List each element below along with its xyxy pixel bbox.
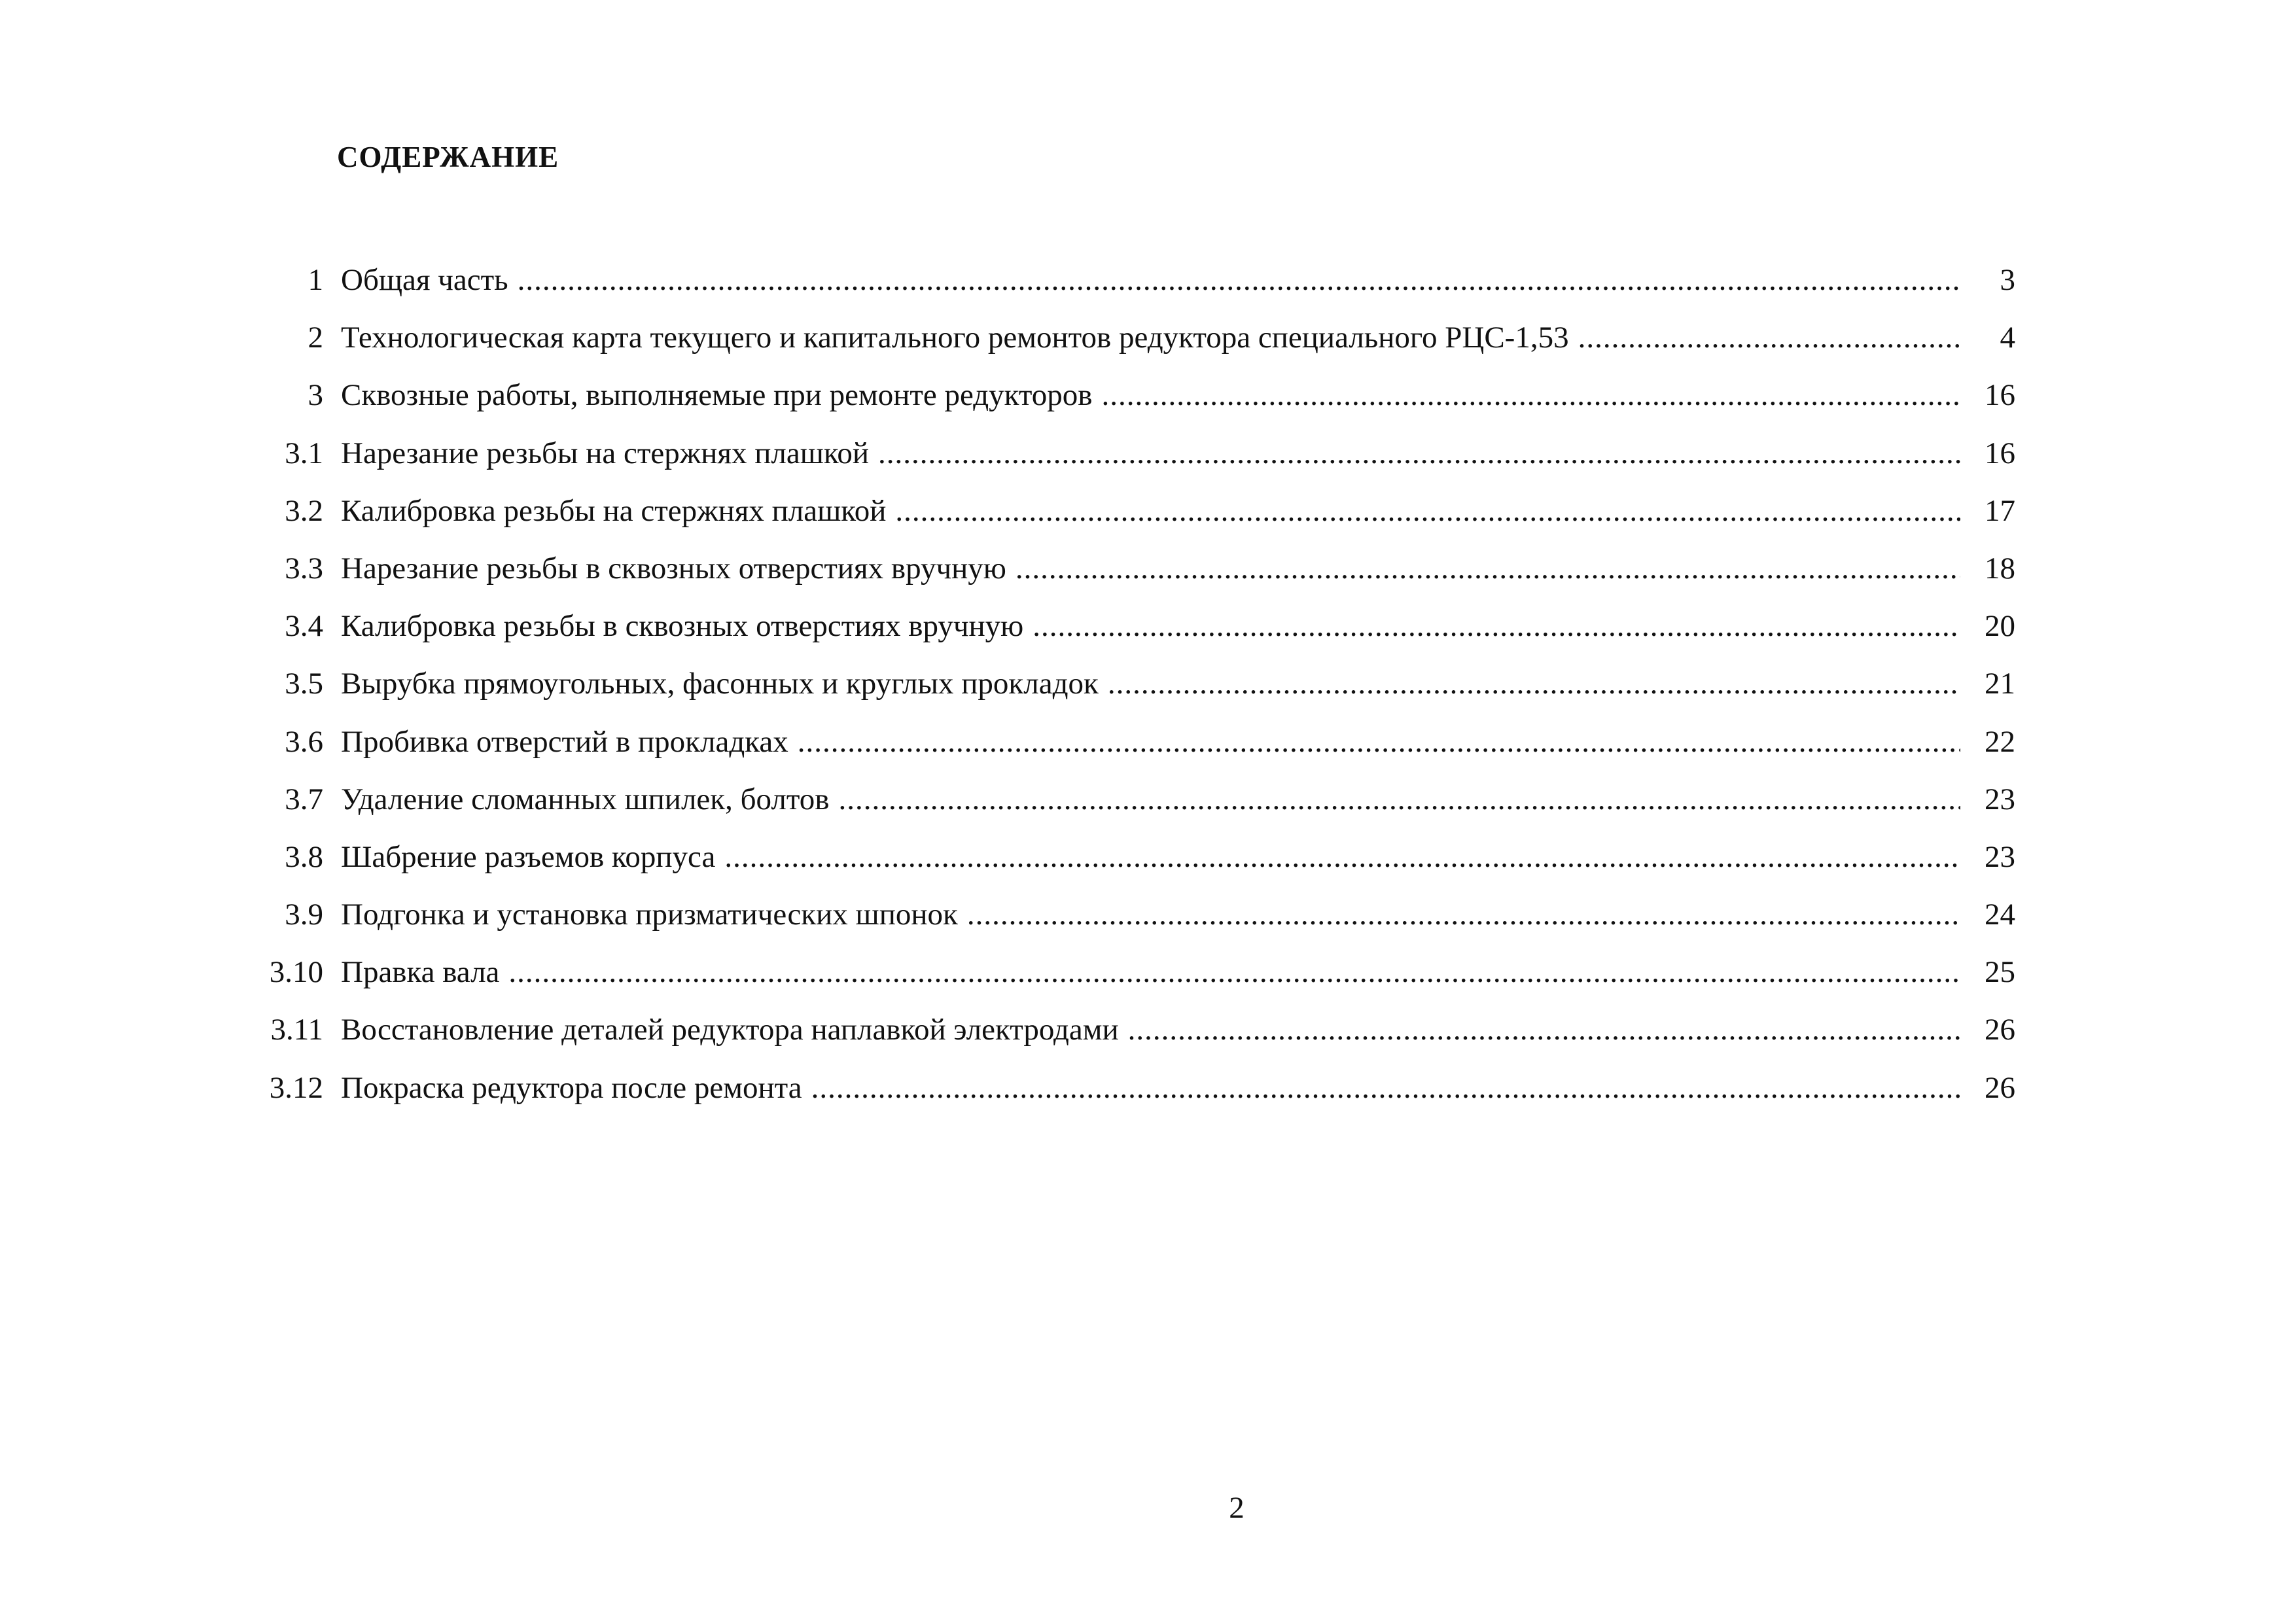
toc-entry-page: 3 bbox=[2000, 263, 2015, 297]
toc-entry-page: 17 bbox=[1985, 493, 2015, 528]
toc-dot-leader bbox=[1033, 606, 1960, 646]
toc-dot-leader bbox=[798, 722, 1960, 761]
toc-dot-leader bbox=[508, 952, 1960, 992]
toc-entry bbox=[249, 837, 2015, 895]
toc-entry-page: 22 bbox=[1985, 724, 2015, 759]
toc-entry-title: Удаление сломанных шпилек, болтов bbox=[341, 782, 830, 816]
toc-entry-title: Сквозные работы, выполняемые при ремонте редукторов bbox=[341, 378, 1093, 413]
toc-entry-title: Пробивка отверстий в прокладках bbox=[341, 724, 788, 759]
toc-entry bbox=[249, 606, 2015, 664]
toc-entry-page: 16 bbox=[1985, 436, 2015, 470]
toc-entry-number: 3.11 bbox=[270, 1013, 323, 1047]
toc-entry-page: 24 bbox=[1985, 898, 2015, 932]
toc-entry bbox=[249, 318, 2015, 375]
toc-entry-number: 3.4 bbox=[285, 609, 323, 644]
toc-dot-leader bbox=[1016, 549, 1960, 588]
toc-dot-leader bbox=[1578, 318, 1960, 357]
toc-entry-page: 4 bbox=[2000, 321, 2015, 355]
toc-entry-title: Технологическая карта текущего и капитального ремонтов редуктора специального РЦС-1,53 bbox=[341, 321, 1569, 355]
toc-entry-page: 23 bbox=[1985, 839, 2015, 874]
toc-entry-page: 21 bbox=[1985, 667, 2015, 701]
toc-dot-leader bbox=[724, 837, 1960, 877]
toc-entry-page: 16 bbox=[1985, 378, 2015, 413]
toc-entry bbox=[249, 549, 2015, 606]
toc-entry bbox=[249, 1010, 2015, 1068]
toc-dot-leader bbox=[967, 895, 1960, 934]
toc-dot-leader bbox=[811, 1068, 1960, 1108]
toc-entry bbox=[249, 780, 2015, 837]
toc-entry-number: 3.6 bbox=[285, 724, 323, 759]
toc-entry-title: Нарезание резьбы в сквозных отверстиях вручную bbox=[341, 551, 1006, 585]
toc-entry-page: 25 bbox=[1985, 955, 2015, 990]
toc-entry-title: Нарезание резьбы на стержнях плашкой bbox=[341, 436, 870, 470]
toc-dot-leader bbox=[1108, 664, 1960, 703]
toc-entry-number: 3.3 bbox=[285, 551, 323, 585]
toc-entry-title: Восстановление деталей редуктора наплавкой электродами bbox=[341, 1013, 1119, 1047]
toc-entry bbox=[249, 434, 2015, 491]
toc-entry-number: 3.9 bbox=[285, 898, 323, 932]
toc-entry-title: Вырубка прямоугольных, фасонных и круглых прокладок bbox=[341, 667, 1099, 701]
toc-entry bbox=[249, 952, 2015, 1010]
toc-entry-number: 3.7 bbox=[285, 782, 323, 816]
toc-dot-leader bbox=[518, 260, 1960, 300]
toc-entry-number: 3.12 bbox=[269, 1070, 323, 1105]
toc-entry bbox=[249, 491, 2015, 549]
toc-entry-title: Общая часть bbox=[341, 263, 508, 297]
toc-entry-page: 18 bbox=[1985, 551, 2015, 585]
toc-entry bbox=[249, 1068, 2015, 1126]
page-number: 2 bbox=[1229, 1491, 1245, 1525]
toc-dot-leader bbox=[1102, 375, 1961, 415]
toc-entry-number: 3.2 bbox=[285, 493, 323, 528]
toc-entry-number: 3.8 bbox=[285, 839, 323, 874]
toc-entry-title: Шабрение разъемов корпуса bbox=[341, 839, 716, 874]
toc-entry-title: Подгонка и установка призматических шпонок bbox=[341, 898, 958, 932]
toc-entry bbox=[249, 260, 2015, 318]
table-of-contents bbox=[249, 260, 2015, 1126]
toc-entry-number: 2 bbox=[308, 321, 323, 355]
toc-entry-page: 20 bbox=[1985, 609, 2015, 644]
toc-entry-number: 3 bbox=[308, 378, 323, 413]
toc-entry-title: Правка вала bbox=[341, 955, 500, 990]
toc-entry-page: 26 bbox=[1985, 1013, 2015, 1047]
toc-dot-leader bbox=[895, 491, 1960, 531]
toc-dot-leader bbox=[878, 434, 1960, 473]
toc-entry bbox=[249, 664, 2015, 722]
toc-entry-title: Калибровка резьбы в сквозных отверстиях вручную bbox=[341, 609, 1024, 644]
toc-entry-number: 3.5 bbox=[285, 667, 323, 701]
toc-dot-leader bbox=[1128, 1010, 1960, 1049]
toc-entry bbox=[249, 895, 2015, 952]
toc-entry bbox=[249, 375, 2015, 433]
toc-entry-number: 3.10 bbox=[269, 955, 323, 990]
toc-entry-number: 3.1 bbox=[285, 436, 323, 470]
toc-entry-title: Покраска редуктора после ремонта bbox=[341, 1070, 802, 1105]
toc-entry-title: Калибровка резьбы на стержнях плашкой bbox=[341, 493, 887, 528]
toc-entry bbox=[249, 722, 2015, 780]
toc-dot-leader bbox=[838, 780, 1960, 819]
toc-entry-page: 23 bbox=[1985, 782, 2015, 816]
page-title: СОДЕРЖАНИЕ bbox=[337, 141, 559, 173]
toc-entry-number: 1 bbox=[308, 263, 323, 297]
toc-entry-page: 26 bbox=[1985, 1070, 2015, 1105]
